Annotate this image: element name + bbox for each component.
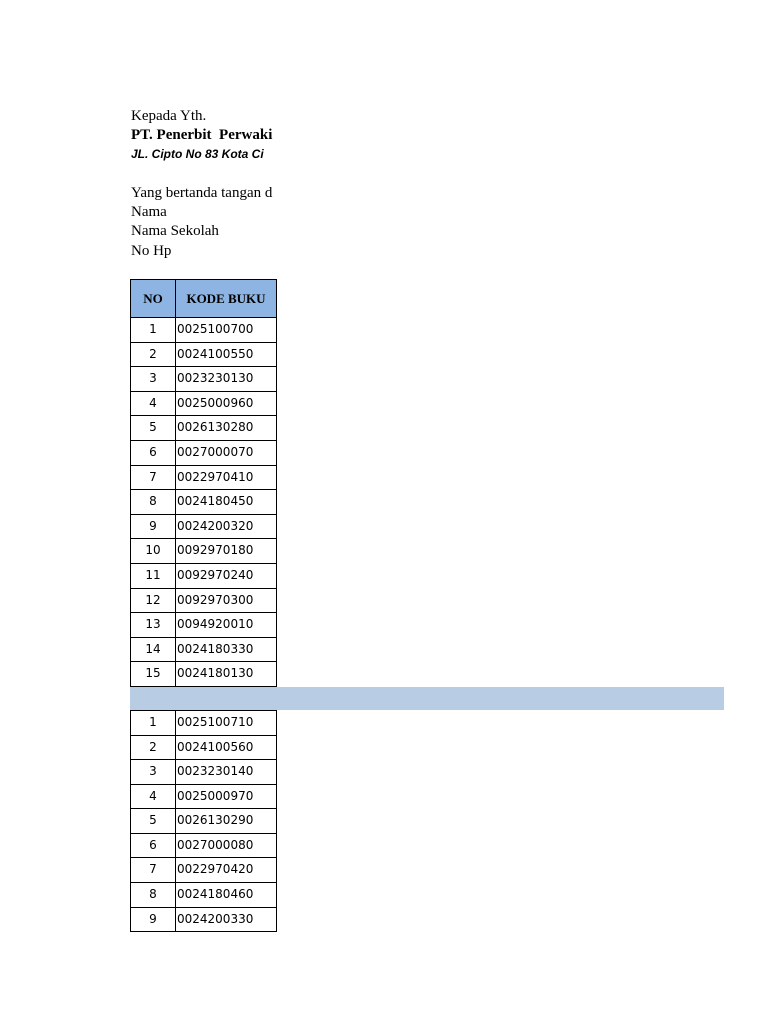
row-number: 5 [130, 809, 176, 834]
book-code: 0025100700 [176, 318, 277, 343]
row-number: 15 [130, 662, 176, 687]
row-number: 2 [130, 736, 176, 761]
table-row [130, 613, 277, 638]
table-row [130, 711, 277, 736]
company-name: PT. Penerbit Perwaki [131, 126, 273, 143]
row-number: 9 [130, 908, 176, 933]
row-number: 4 [130, 785, 176, 810]
book-code: 0025100710 [176, 711, 277, 736]
table-row [130, 834, 277, 859]
letter-heading [131, 107, 278, 261]
book-code: 0023230140 [176, 760, 277, 785]
book-code: 0024180460 [176, 883, 277, 908]
table-row [130, 736, 277, 761]
book-code: 0022970420 [176, 858, 277, 883]
intro-text: Yang bertanda tangan d [131, 184, 273, 201]
book-code: 0022970410 [176, 466, 277, 491]
table-row [130, 809, 277, 834]
row-number: 3 [130, 760, 176, 785]
book-code: 0024100560 [176, 736, 277, 761]
book-code: 0023230130 [176, 367, 277, 392]
row-number: 12 [130, 589, 176, 614]
row-number: 2 [130, 343, 176, 368]
book-code: 0024180130 [176, 662, 277, 687]
row-number: 11 [130, 564, 176, 589]
table-row [130, 662, 277, 687]
table-row [130, 785, 277, 810]
header-no: NO [130, 279, 176, 318]
blank-line [131, 164, 278, 183]
table-row [130, 589, 277, 614]
table-header-row [130, 279, 277, 318]
row-number: 7 [130, 858, 176, 883]
row-number: 8 [130, 883, 176, 908]
table-row [130, 490, 277, 515]
field-label-nama: Nama [131, 203, 167, 220]
table-row [130, 343, 277, 368]
row-number: 6 [130, 441, 176, 466]
book-code: 0094920010 [176, 613, 277, 638]
table-row [130, 564, 277, 589]
table-row [130, 760, 277, 785]
book-code-table [130, 279, 724, 932]
book-code: 0025000970 [176, 785, 277, 810]
book-code: 0025000960 [176, 392, 277, 417]
row-number: 13 [130, 613, 176, 638]
table-row [130, 539, 277, 564]
recipient-label: Kepada Yth. [131, 107, 207, 124]
table-row [130, 908, 277, 933]
row-number: 10 [130, 539, 176, 564]
row-number: 4 [130, 392, 176, 417]
field-label-nama-sekolah: Nama Sekolah [131, 223, 219, 240]
row-number: 7 [130, 466, 176, 491]
table-row [130, 515, 277, 540]
row-number: 14 [130, 638, 176, 663]
table-row [130, 318, 277, 343]
book-code: 0092970240 [176, 564, 277, 589]
book-code: 0027000070 [176, 441, 277, 466]
company-address: JL. Cipto No 83 Kota Ci [131, 147, 264, 162]
table-row [130, 858, 277, 883]
row-number: 1 [130, 318, 176, 343]
table-row [130, 416, 277, 441]
table-row [130, 392, 277, 417]
field-label-no-hp: No Hp [131, 242, 172, 259]
table-row [130, 466, 277, 491]
table-group-1 [130, 318, 724, 687]
row-number: 1 [130, 711, 176, 736]
table-row [130, 441, 277, 466]
book-code: 0092970180 [176, 539, 277, 564]
row-number: 3 [130, 367, 176, 392]
book-code: 0024200320 [176, 515, 277, 540]
book-code: 0027000080 [176, 834, 277, 859]
book-code: 0092970300 [176, 589, 277, 614]
book-code: 0026130280 [176, 416, 277, 441]
header-kode-buku: KODE BUKU [176, 279, 277, 318]
table-row [130, 638, 277, 663]
row-number: 8 [130, 490, 176, 515]
book-code: 0026130290 [176, 809, 277, 834]
book-code: 0024200330 [176, 908, 277, 933]
table-group-2 [130, 710, 277, 932]
book-code: 0024100550 [176, 343, 277, 368]
row-number: 5 [130, 416, 176, 441]
row-number: 6 [130, 834, 176, 859]
row-number: 9 [130, 515, 176, 540]
table-row [130, 883, 277, 908]
book-code: 0024180330 [176, 638, 277, 663]
group-separator-row [130, 687, 724, 710]
book-code: 0024180450 [176, 490, 277, 515]
table-row [130, 367, 277, 392]
